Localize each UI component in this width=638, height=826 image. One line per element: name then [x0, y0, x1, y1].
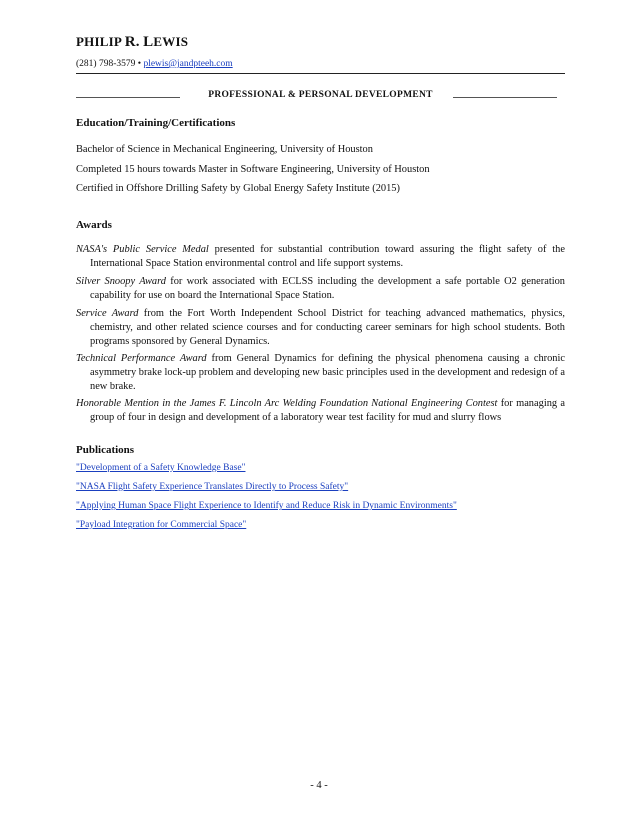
award-title: Silver Snoopy Award — [76, 276, 166, 287]
award-title: Service Award — [76, 308, 139, 319]
award-description: presented for substantial contribution toward assuring the flight safety of the International Space Station environmental control and life support systems. — [90, 244, 565, 269]
award-item — [76, 307, 565, 349]
award-description: from General Dynamics for defining the physical phenomena causing a chronic asymmetry brake lock-up problem and developing new basic principles used in the development and redesign of a new brake. — [90, 353, 565, 392]
email-link[interactable]: plewis@jandpteeh.com — [143, 59, 233, 69]
award-item — [76, 352, 565, 394]
publication-link[interactable]: "Payload Integration for Commercial Space" — [76, 520, 247, 530]
header-divider — [76, 73, 565, 74]
award-description: from the Fort Worth Independent School District for teaching advanced mathematics, physics, chemistry, and other related science courses and for conducting career seminars for high school students. Both programs sponsored by General Dynamics. — [90, 308, 565, 347]
candidate-name — [76, 34, 188, 51]
award-item — [76, 397, 565, 425]
page-number: - 4 - — [310, 780, 328, 791]
education-item: Completed 15 hours towards Master in Software Engineering, University of Houston — [76, 164, 430, 175]
award-item — [76, 243, 565, 271]
award-title: NASA's Public Service Medal — [76, 244, 209, 255]
publication-link[interactable]: "NASA Flight Safety Experience Translates Directly to Process Safety" — [76, 482, 349, 492]
section-rule-right — [453, 97, 557, 98]
section-heading — [76, 90, 565, 104]
education-heading: Education/Training/Certifications — [76, 117, 236, 129]
publication-link[interactable]: "Development of a Safety Knowledge Base" — [76, 463, 246, 473]
name-first: PHILIP — [76, 34, 122, 49]
publications-heading: Publications — [76, 444, 135, 456]
section-title: PROFESSIONAL & PERSONAL DEVELOPMENT — [208, 90, 433, 100]
name-initial: R. — [124, 34, 140, 50]
award-item — [76, 275, 565, 303]
award-title: Honorable Mention in the James F. Lincoln Arc Welding Foundation National Engineering Contest — [76, 398, 498, 409]
phone-number: (281) 798-3579 • — [76, 59, 142, 69]
publication-link[interactable]: "Applying Human Space Flight Experience to Identify and Reduce Risk in Dynamic Environments" — [76, 501, 457, 511]
award-title: Technical Performance Award — [76, 353, 207, 364]
award-description: for work associated with ECLSS including the development a safe portable O2 generation capability for use on board the International Space Station. — [90, 276, 565, 301]
education-item: Certified in Offshore Drilling Safety by Global Energy Safety Institute (2015) — [76, 183, 400, 194]
name-last-rest: EWIS — [153, 34, 189, 49]
award-description: for managing a group of four in design and development of a laboratory wear test facility for mud and slurry flows — [90, 398, 566, 423]
contact-line — [76, 59, 233, 69]
awards-heading: Awards — [76, 219, 112, 231]
education-item: Bachelor of Science in Mechanical Engineering, University of Houston — [76, 144, 373, 155]
name-last-initial: L — [143, 34, 154, 50]
